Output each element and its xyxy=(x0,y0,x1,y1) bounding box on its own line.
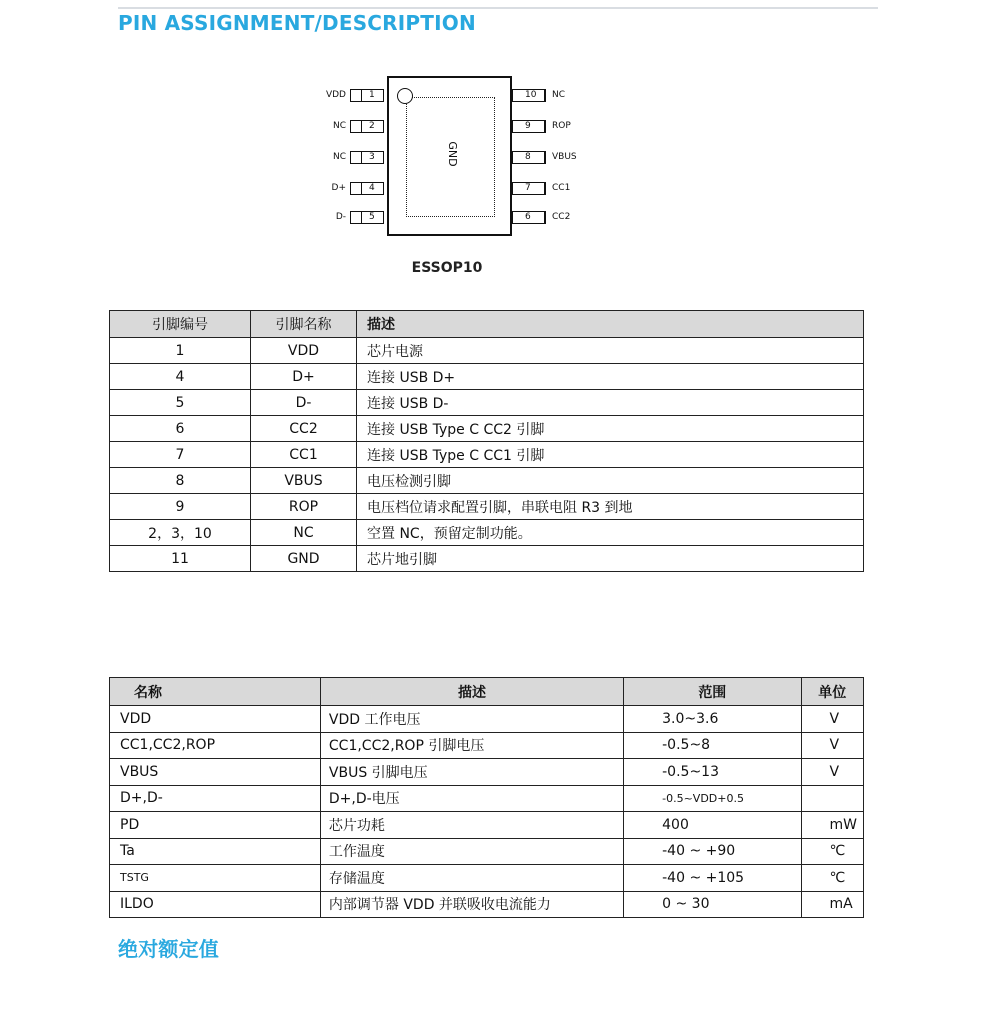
cell: 0 ~ 30 xyxy=(624,891,801,918)
table-row xyxy=(110,759,864,786)
table-row xyxy=(110,416,864,442)
cell: 存储温度 xyxy=(320,865,623,892)
cell: -0.5~8 xyxy=(624,732,801,759)
table-row xyxy=(110,520,864,546)
pin-name: NC xyxy=(332,121,346,131)
cell: 连接 USB D- xyxy=(357,390,864,416)
cell: 连接 USB Type C CC2 引脚 xyxy=(357,416,864,442)
table-row xyxy=(110,390,864,416)
cell: CC2 xyxy=(251,416,357,442)
table-row xyxy=(110,546,864,572)
pin-name: ROP xyxy=(552,121,571,131)
header-pin-name: 引脚名称 xyxy=(251,311,357,338)
header-description: 描述 xyxy=(320,678,623,706)
cell: 芯片电源 xyxy=(357,338,864,364)
table-row xyxy=(110,468,864,494)
cell: 电压档位请求配置引脚，串联电阻 R3 到地 xyxy=(357,494,864,520)
cell: ℃ xyxy=(801,838,863,865)
pin-name: VDD xyxy=(325,90,346,100)
package-diagram xyxy=(0,0,991,260)
cell: 内部调节器 VDD 并联吸收电流能力 xyxy=(320,891,623,918)
cell: VBUS xyxy=(110,759,321,786)
cell: -40 ~ +105 xyxy=(624,865,801,892)
cell: 3.0~3.6 xyxy=(624,706,801,733)
table-row xyxy=(110,364,864,390)
pin-name: NC xyxy=(332,152,346,162)
table-row xyxy=(110,812,864,839)
cell: 芯片地引脚 xyxy=(357,546,864,572)
header-name: 名称 xyxy=(110,678,321,706)
cell: D+,D- xyxy=(110,785,321,812)
header-unit: 单位 xyxy=(801,678,863,706)
cell: 芯片功耗 xyxy=(320,812,623,839)
cell: 2，3，10 xyxy=(110,520,251,546)
cell: VDD xyxy=(251,338,357,364)
pin-number: 7 xyxy=(512,182,546,195)
table-row xyxy=(110,732,864,759)
cell: 4 xyxy=(110,364,251,390)
pin-number: 6 xyxy=(512,211,546,224)
pin-name: D+ xyxy=(331,183,346,193)
pin-name: NC xyxy=(552,90,566,100)
pin-number: 4 xyxy=(350,182,384,195)
cell: 9 xyxy=(110,494,251,520)
cell: GND xyxy=(251,546,357,572)
section-title-ratings: 绝对额定值 xyxy=(118,937,219,961)
cell: V xyxy=(801,706,863,733)
cell xyxy=(801,785,863,812)
cell: CC1 xyxy=(251,442,357,468)
cell: ROP xyxy=(251,494,357,520)
cell: D- xyxy=(251,390,357,416)
cell: 11 xyxy=(110,546,251,572)
cell: NC xyxy=(251,520,357,546)
header-range: 范围 xyxy=(624,678,801,706)
table-header-row xyxy=(110,678,864,706)
cell: 工作温度 xyxy=(320,838,623,865)
cell: -40 ~ +90 xyxy=(624,838,801,865)
cell: VDD xyxy=(110,706,321,733)
pin-description-table xyxy=(109,310,864,572)
pin-number: 1 xyxy=(350,89,384,102)
cell: PD xyxy=(110,812,321,839)
table-row xyxy=(110,706,864,733)
pin-name: D- xyxy=(335,212,346,222)
cell: -0.5~VDD+0.5 xyxy=(624,785,801,812)
cell: 1 xyxy=(110,338,251,364)
package-caption: ESSOP10 xyxy=(411,260,483,276)
table-row xyxy=(110,838,864,865)
cell: mW xyxy=(801,812,863,839)
pin-number: 3 xyxy=(350,151,384,164)
cell: mA xyxy=(801,891,863,918)
table-header-row xyxy=(110,311,864,338)
table-row xyxy=(110,442,864,468)
cell: 连接 USB Type C CC1 引脚 xyxy=(357,442,864,468)
table-row xyxy=(110,494,864,520)
pin-number: 8 xyxy=(512,151,546,164)
absolute-ratings-table xyxy=(109,677,864,918)
header-description: 描述 xyxy=(357,311,864,338)
pin-number: 2 xyxy=(350,120,384,133)
pin-number: 10 xyxy=(512,89,546,102)
cell: TSTG xyxy=(110,865,321,892)
cell: CC1,CC2,ROP xyxy=(110,732,321,759)
cell: 6 xyxy=(110,416,251,442)
cell: 电压检测引脚 xyxy=(357,468,864,494)
table-row xyxy=(110,338,864,364)
cell: VDD 工作电压 xyxy=(320,706,623,733)
cell: 连接 USB D+ xyxy=(357,364,864,390)
pad-label: GND xyxy=(446,141,459,167)
cell: V xyxy=(801,759,863,786)
header-pin-number: 引脚编号 xyxy=(110,311,251,338)
cell: V xyxy=(801,732,863,759)
section-title: PIN ASSIGNMENT/DESCRIPTION xyxy=(118,11,476,35)
cell: 5 xyxy=(110,390,251,416)
pin1-marker-icon xyxy=(397,88,413,104)
pin-number: 5 xyxy=(350,211,384,224)
cell: ℃ xyxy=(801,865,863,892)
pin-name: VBUS xyxy=(552,152,577,162)
cell: 7 xyxy=(110,442,251,468)
cell: 400 xyxy=(624,812,801,839)
cell: 8 xyxy=(110,468,251,494)
table-row xyxy=(110,865,864,892)
table-row xyxy=(110,785,864,812)
pin-number: 9 xyxy=(512,120,546,133)
cell: D+,D-电压 xyxy=(320,785,623,812)
cell: Ta xyxy=(110,838,321,865)
pin-name: CC1 xyxy=(552,183,571,193)
cell: VBUS 引脚电压 xyxy=(320,759,623,786)
cell: -0.5~13 xyxy=(624,759,801,786)
cell: VBUS xyxy=(251,468,357,494)
cell: 空置 NC，预留定制功能。 xyxy=(357,520,864,546)
table-row xyxy=(110,891,864,918)
pin-name: CC2 xyxy=(552,212,571,222)
cell: ILDO xyxy=(110,891,321,918)
cell: D+ xyxy=(251,364,357,390)
cell: CC1,CC2,ROP 引脚电压 xyxy=(320,732,623,759)
